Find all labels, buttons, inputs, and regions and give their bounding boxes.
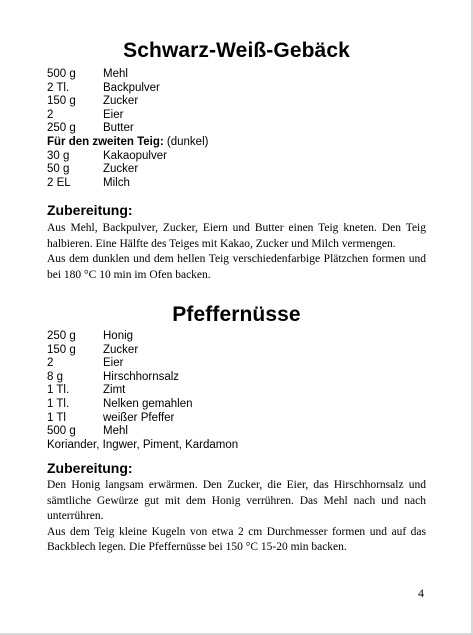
ingredient-row <box>47 425 238 439</box>
ingredient-qty: 1 Tl. <box>47 384 70 397</box>
ingredient-item: weißer Pfeffer <box>103 411 175 424</box>
preparation-heading-1: Zubereitung: <box>47 202 133 218</box>
preparation-paragraph: Aus Mehl, Backpulver, Zucker, Eiern und Butter einen Teig kneten. Den Teig halbieren. Eine Hälfte des Teiges mit Kakao, Zucker und Milch vermengen. <box>47 222 426 250</box>
preparation-text-1 <box>47 221 426 283</box>
ingredient-item: Zucker <box>103 95 139 108</box>
ingredient-item: Eier <box>103 357 124 370</box>
ingredient-list-2 <box>47 330 238 452</box>
ingredient-row <box>47 357 238 371</box>
ingredient-item: Honig <box>103 330 134 342</box>
ingredient-list-1 <box>47 68 208 190</box>
ingredient-row <box>47 122 208 136</box>
ingredient-row <box>47 344 238 358</box>
second-dough-note: (dunkel) <box>163 135 209 148</box>
ingredient-row <box>47 68 208 82</box>
ingredient-qty: 250 g <box>47 122 76 135</box>
ingredient-qty: 30 g <box>47 149 70 162</box>
ingredient-item: Mehl <box>103 68 128 80</box>
ingredient-qty: 2 <box>47 108 54 121</box>
ingredient-row <box>47 330 238 344</box>
ingredient-item: Mehl <box>103 425 128 438</box>
ingredient-qty: 1 Tl <box>47 411 66 424</box>
spices-line: Koriander, Ingwer, Piment, Kardamon <box>47 438 239 451</box>
ingredient-row <box>47 177 208 191</box>
preparation-text-2 <box>47 478 426 556</box>
second-dough-label: Für den zweiten Teig: <box>47 135 164 148</box>
ingredient-qty: 2 EL <box>47 176 71 189</box>
ingredient-qty: 50 g <box>47 163 70 176</box>
recipe-title-pfeffernuesse: Pfeffernüsse <box>172 303 301 326</box>
ingredient-item: Backpulver <box>103 81 160 94</box>
ingredient-row <box>47 150 208 164</box>
ingredient-row <box>47 412 238 426</box>
ingredient-item: Nelken gemahlen <box>103 397 193 410</box>
ingredient-item: Butter <box>103 122 134 135</box>
ingredient-qty: 500 g <box>47 425 76 438</box>
ingredient-row <box>47 384 238 398</box>
ingredient-qty: 8 g <box>47 370 63 383</box>
ingredient-item: Eier <box>103 108 124 121</box>
preparation-heading-2: Zubereitung: <box>47 460 133 476</box>
ingredient-qty: 1 Tl. <box>47 397 70 410</box>
preparation-paragraph: Aus dem dunklen und dem hellen Teig verschiedenfarbige Plätzchen formen und bei 180 °C 10 min im Ofen backen. <box>47 253 426 281</box>
ingredient-qty: 500 g <box>47 68 76 80</box>
ingredient-item: Hirschhornsalz <box>103 370 180 383</box>
ingredient-row <box>47 109 208 123</box>
ingredient-item: Kakaopulver <box>103 149 167 162</box>
recipe-title-schwarz-weiss: Schwarz-Weiß-Gebäck <box>123 39 350 62</box>
preparation-paragraph: Den Honig langsam erwärmen. Den Zucker, die Eier, das Hirschhornsalz und sämtliche Gewürze gut mit dem Honig verrühren. Das Mehl nach und nach unterrühren. <box>47 479 426 522</box>
ingredient-item: Milch <box>103 176 130 189</box>
ingredient-row <box>47 95 208 109</box>
ingredient-qty: 2 Tl. <box>47 81 70 94</box>
ingredient-row <box>47 371 238 385</box>
ingredient-qty: 150 g <box>47 95 76 108</box>
page-number: 4 <box>418 586 424 600</box>
ingredient-item: Zucker <box>103 163 139 176</box>
ingredient-row <box>47 82 208 96</box>
ingredient-item: Zucker <box>103 343 139 356</box>
ingredient-qty: 150 g <box>47 343 76 356</box>
ingredient-row <box>47 163 208 177</box>
ingredient-qty: 2 <box>47 357 54 370</box>
second-dough-header <box>47 136 208 150</box>
ingredient-row <box>47 398 238 412</box>
preparation-paragraph: Aus dem Teig kleine Kugeln von etwa 2 cm Durchmesser formen und auf das Backblech legen. Die Pfeffernüsse bei 150 °C 15-20 min backen. <box>47 525 426 553</box>
ingredient-qty: 250 g <box>47 330 76 342</box>
ingredient-item: Zimt <box>103 384 126 397</box>
